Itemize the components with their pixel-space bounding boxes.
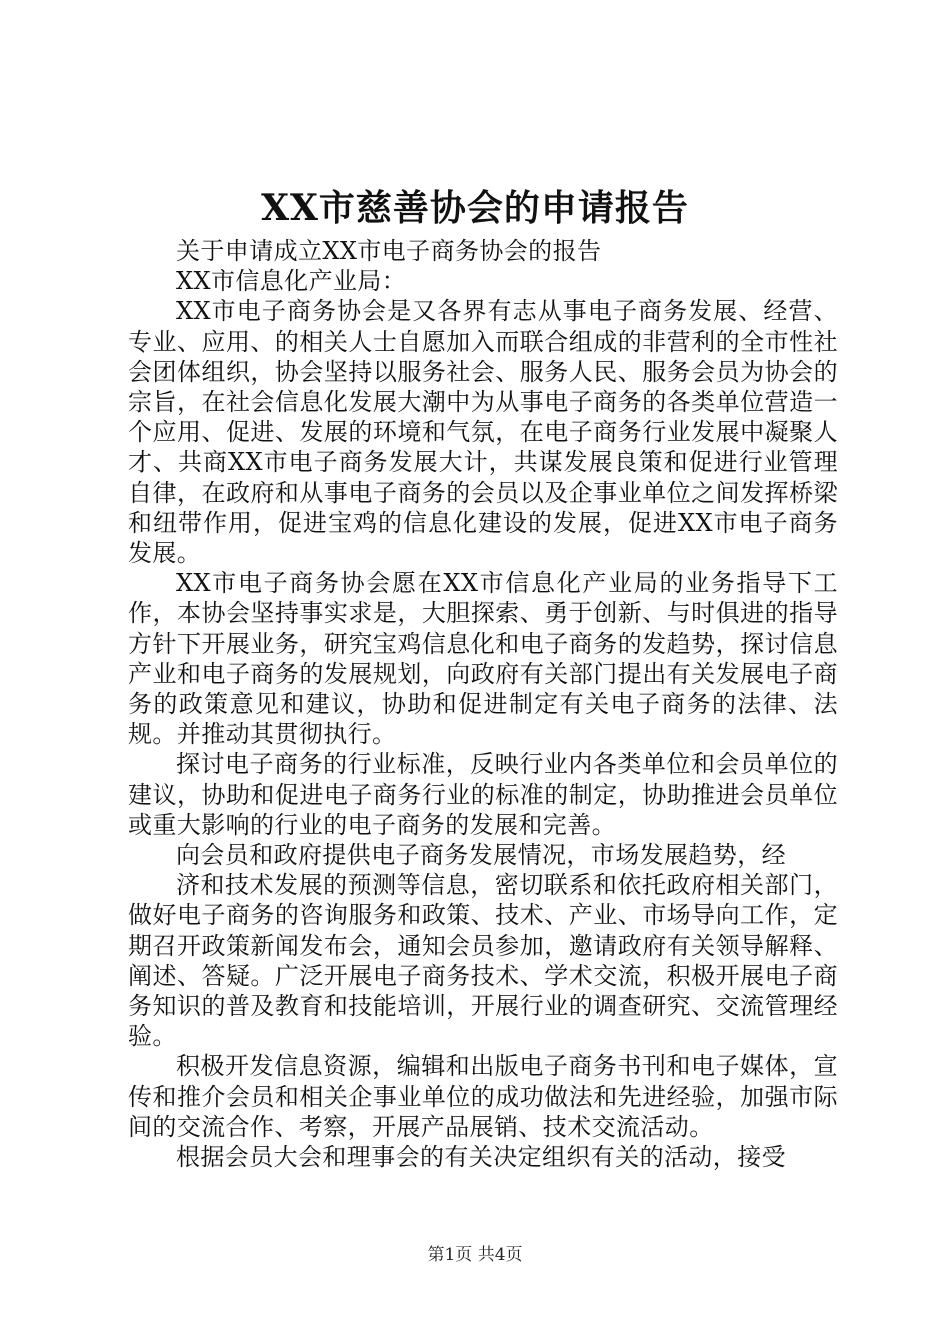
page-number-footer: 第1页 共4页 — [427, 1245, 523, 1265]
paragraph-guidance: XX市电子商务协会愿在XX市信息化产业局的业务指导下工作，本协会坚持事实求是，大胆探索、勇于创新、与时俱进的指导方针下开展业务，研究宝鸡信息化和电子商务的发趋势，探讨信息产业和电子商务的发展规划，向政府有关部门提出有关发展电子商务的政策意见和建议，协助和促进制定有关电子商务的法律、法规。并推动其贯彻执行。 — [128, 569, 838, 749]
paragraph-information-lead: 向会员和政府提供电子商务发展情况，市场发展趋势，经 — [176, 841, 786, 870]
paragraph-standards: 探讨电子商务的行业标准，反映行业内各类单位和会员单位的建议，协助和促进电子商务行业的标准的制定，协助推进会员单位或重大影响的行业的电子商务的发展和完善。 — [128, 750, 838, 839]
paragraph-activities: 根据会员大会和理事会的有关决定组织有关的活动，接受 — [176, 1143, 786, 1172]
paragraph-subject: 关于申请成立XX市电子商务协会的报告 — [176, 237, 602, 265]
paragraph-association-intro: XX市电子商务协会是又各界有志从事电子商务发展、经营、专业、应用、的相关人士自愿加入而联合组成的非营利的全市性社会团体组织，协会坚持以服务社会、服务人民、服务会员为协会的宗旨，在社会信息化发展大潮中为从事电子商务的各类单位营造一个应用、促进、发展的环境和气氛，在电子商务行业发展中凝聚人才、共商XX市电子商务发展大计，共谋发展良策和促进行业管理自律，在政府和从事电子商务的会员以及企事业单位之间发挥桥梁和纽带作用，促进宝鸡的信息化建设的发展，促进XX市电子商务发展。 — [128, 297, 838, 568]
document-body — [128, 236, 838, 1172]
document-title: XX市慈善协会的申请报告 — [261, 187, 689, 229]
paragraph-addressee: XX市信息化产业局： — [176, 267, 407, 296]
paragraph-resources: 积极开发信息资源，编辑和出版电子商务书刊和电子媒体，宣传和推介会员和相关企事业单位的成功做法和先进经验，加强市际间的交流合作、考察，开展产品展销、技术交流活动。 — [128, 1052, 838, 1141]
paragraph-information-services: 济和技术发展的预测等信息，密切联系和依托政府相关部门，做好电子商务的咨询服务和政策、技术、产业、市场导向工作，定期召开政策新闻发布会，通知会员参加，邀请政府有关领导解释、阐述、答疑。广泛开展电子商务技术、学术交流，积极开展电子商务知识的普及教育和技能培训，开展行业的调查研究、交流管理经验。 — [128, 871, 838, 1051]
